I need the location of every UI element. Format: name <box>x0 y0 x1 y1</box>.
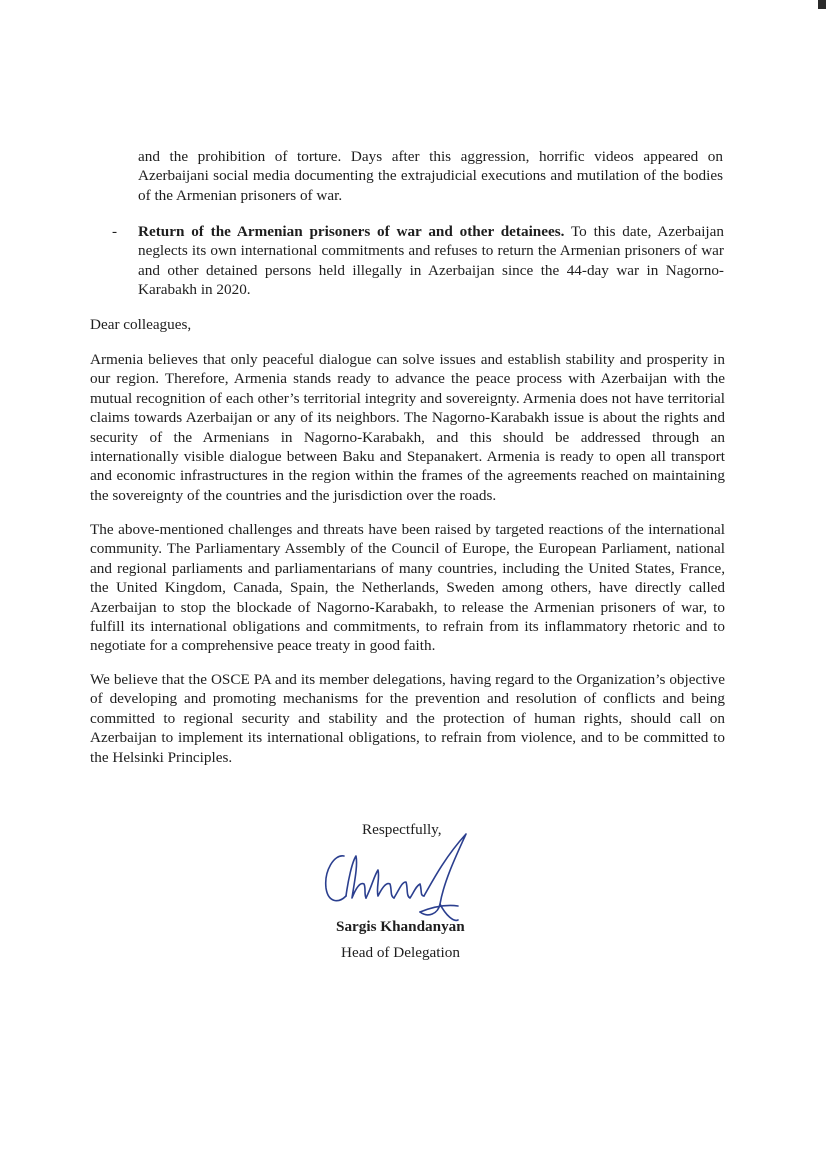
bullet-continuation-text: and the prohibition of torture. Days after this aggression, horrific videos appeared on Azerbaijani social media documenting the extrajudicial executions and mutilation of the bodies of the Armenian prisoners of war. <box>138 148 723 204</box>
signatory-role: Head of Delegation <box>341 944 460 961</box>
signatory-name: Sargis Khandanyan <box>336 918 465 935</box>
paragraph-peace-process: Armenia believes that only peaceful dialogue can solve issues and establish stability and prosperity in our region. Therefore, Armenia stands ready to advance the peace process with Azerbaijan with the mutual recognition of each other’s territorial integrity and sovereignty. Armenia does not have territorial claims towards Azerbaijan or any of its neighbors. The Nagorno-Karabakh issue is about the rights and security of the Armenians in Nagorno-Karabakh, and this should be addressed through an internationally visible dialogue between Baku and Stepanakert. Armenia is ready to open all transport and economic infrastructures in the region within the frames of the agreements reached on maintaining the sovereignty of the countries and the jurisdiction over the roads. <box>90 351 725 504</box>
handwritten-signature <box>316 826 476 926</box>
bullet-item-body: To this date, Azerbaijan neglects its own international commitments and refuses to return the Armenian prisoners of war and other detained persons held illegally in Azerbaijan since the 44-day war in Nagorno-Karabakh in 2020. <box>138 223 724 299</box>
paragraph-international-reactions: The above-mentioned challenges and threats have been raised by targeted reactions of the international community. The Parliamentary Assembly of the Council of Europe, the European Parliament, national and regional parliaments and parliamentarians of many countries, including the United States, France, the United Kingdom, Canada, Spain, the Netherlands, Sweden among others, have directly called Azerbaijan to stop the blockade of Nagorno-Karabakh, to release the Armenian prisoners of war, to fulfill its international obligations and commitments, to refrain from its inflammatory rhetoric and to negotiate for a comprehensive peace treaty in good faith. <box>90 521 725 655</box>
paragraph-osce-appeal: We believe that the OSCE PA and its member delegations, having regard to the Organization’s objective of developing and promoting mechanisms for the prevention and resolution of conflicts and being committed to regional security and stability and the protection of human rights, should call on Azerbaijan to implement its international obligations, to refrain from violence, and to be committed to the Helsinki Principles. <box>90 671 725 766</box>
salutation: Dear colleagues, <box>90 316 192 333</box>
bullet-marker: - <box>112 223 118 240</box>
bullet-item-heading: Return of the Armenian prisoners of war and other detainees. <box>138 223 565 240</box>
closing-phrase: Respectfully, <box>362 821 442 838</box>
bullet-item-text <box>138 222 724 300</box>
